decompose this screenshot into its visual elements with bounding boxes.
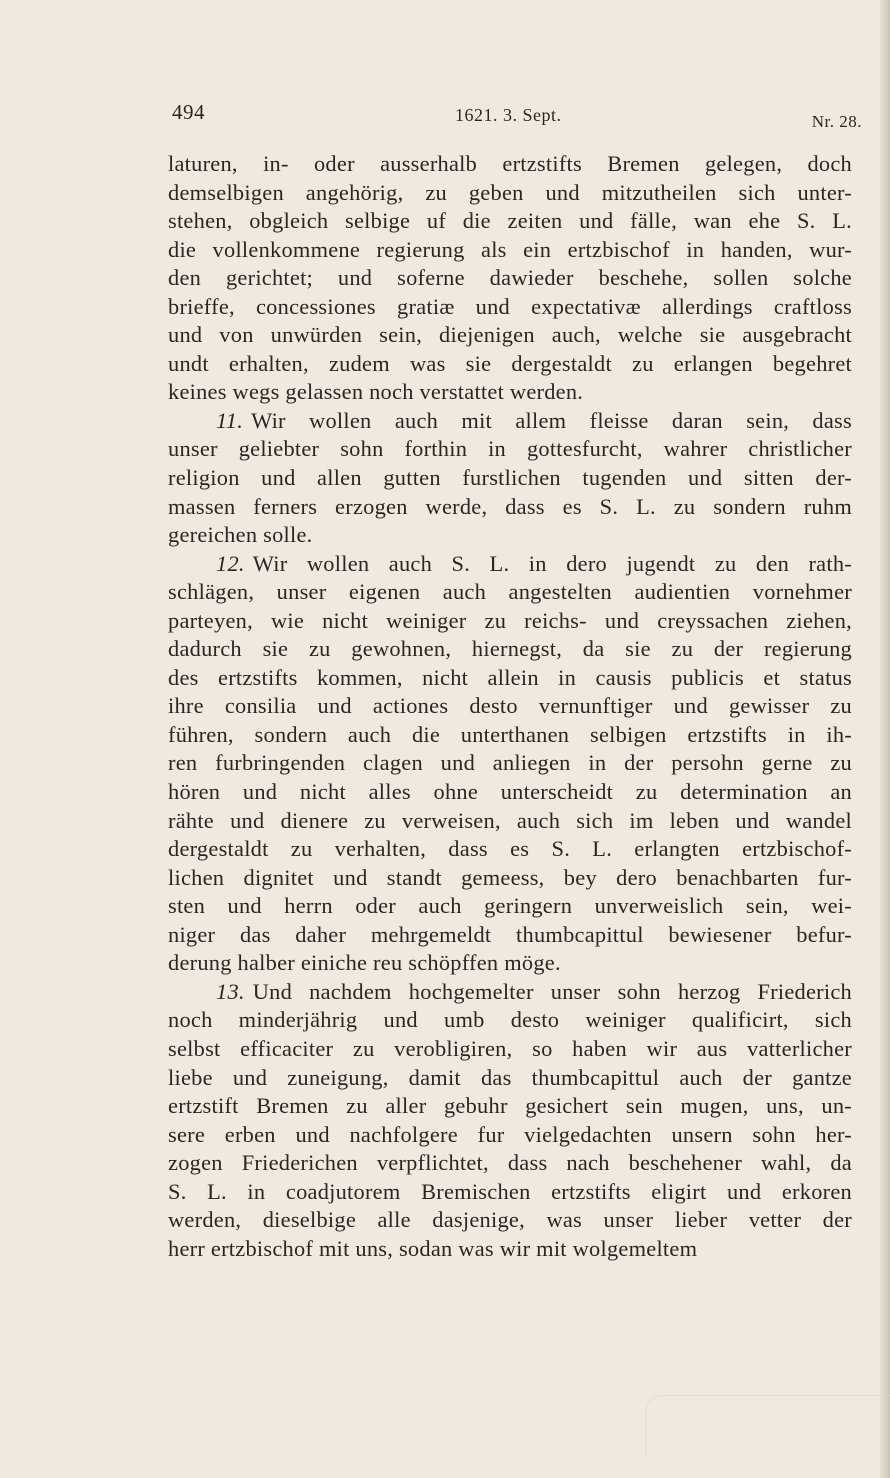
- text-line: [168, 664, 852, 693]
- line-text: werden, dieselbige alle dasjenige, was unser lieber vetter der: [168, 1207, 852, 1233]
- text-line: [168, 1092, 852, 1121]
- document-number: Nr. 28.: [811, 112, 862, 131]
- line-text: führen, sondern auch die unterthanen selbigen ertzstifts in ih-: [168, 721, 852, 747]
- line-text: lichen dignitet und standt gemeess, bey dero benachbarten fur-: [168, 864, 852, 890]
- line-text: demselbigen angehörig, zu geben und mitzutheilen sich unter-: [168, 179, 852, 205]
- text-line: [168, 207, 852, 236]
- page-header: [172, 100, 862, 140]
- paragraph: [168, 407, 852, 550]
- text-line: [168, 550, 852, 579]
- line-text: unser geliebter sohn forthin in gottesfurcht, wahrer christlicher: [168, 436, 852, 462]
- line-text: ihre consilia und actiones desto vernunftiger und gewisser zu: [168, 693, 852, 719]
- text-line: [168, 1064, 852, 1093]
- text-line: [168, 949, 852, 978]
- line-text: und von unwürden sein, diejenigen auch, welche sie ausgebracht: [168, 322, 852, 348]
- line-text: liebe und zuneigung, damit das thumbcapittul auch der gantze: [168, 1064, 852, 1090]
- text-line: [168, 236, 852, 265]
- text-line: [168, 835, 852, 864]
- line-text: Wir wollen auch S. L. in dero jugendt zu den rath-: [252, 550, 852, 576]
- text-line: [168, 264, 852, 293]
- line-text: dadurch sie zu gewohnen, hiernegst, da sie zu der regierung: [168, 636, 852, 662]
- line-text: undt erhalten, zudem was sie dergestaldt zu erlangen begehret: [168, 350, 852, 376]
- line-text: zogen Friederichen verpflichtet, dass nach beschehener wahl, da: [168, 1150, 852, 1176]
- line-text: laturen, in- oder ausserhalb ertzstifts Bremen gelegen, doch: [168, 151, 852, 176]
- line-text: massen ferners erzogen werde, dass es S. L. zu sondern ruhm: [168, 493, 852, 519]
- line-text: schlägen, unser eigenen auch angestelten audientien vornehmer: [168, 579, 852, 605]
- text-line: [168, 864, 852, 893]
- line-text: religion und allen gutten furstlichen tugenden und sitten der-: [168, 465, 852, 491]
- text-line: [168, 978, 852, 1007]
- paragraph: [168, 550, 852, 978]
- line-text: Und nachdem hochgemelter unser sohn herzog Friederich: [252, 978, 852, 1004]
- line-text: ertzstift Bremen zu aller gebuhr gesichert sein mugen, uns, un-: [168, 1093, 852, 1119]
- running-head-date: 1621. 3. Sept.: [455, 105, 562, 125]
- text-line: [168, 150, 852, 179]
- page-edge: [880, 0, 890, 1478]
- line-text: sere erben und nachfolgere fur vielgedachten unsern sohn her-: [168, 1121, 852, 1147]
- text-line: [168, 407, 852, 436]
- text-line: [168, 749, 852, 778]
- text-line: [168, 1178, 852, 1207]
- text-line: [168, 378, 852, 407]
- text-line: [168, 892, 852, 921]
- line-text: die vollenkommene regierung als ein ertzbischof in handen, wur-: [168, 236, 852, 262]
- text-line: [168, 1121, 852, 1150]
- line-text: des ertzstifts kommen, nicht allein in causis publicis et status: [168, 664, 852, 690]
- line-text: brieffe, concessiones gratiæ und expectativæ allerdings craftloss: [168, 293, 852, 319]
- line-text: dergestaldt zu verhalten, dass es S. L. erlangten ertzbischof-: [168, 836, 852, 862]
- text-line: [168, 607, 852, 636]
- line-text: Wir wollen auch mit allem fleisse daran sein, dass: [251, 407, 852, 433]
- main-text: [168, 150, 852, 1263]
- line-text: sten und herrn oder auch geringern unverweislich sein, wei-: [168, 893, 852, 919]
- text-line: [168, 350, 852, 379]
- line-text: herr ertzbischof mit uns, sodan was wir mit wolgemeltem: [168, 1235, 698, 1261]
- line-text: stehen, obgleich selbige uf die zeiten und fälle, wan ehe S. L.: [168, 208, 852, 234]
- text-line: [168, 521, 852, 550]
- page-number: 494: [172, 100, 205, 124]
- paragraph: [168, 150, 852, 407]
- line-text: keines wegs gelassen noch verstattet werden.: [168, 379, 584, 405]
- text-line: [168, 293, 852, 322]
- line-text: gereichen solle.: [168, 522, 313, 548]
- line-text: hören und nicht alles ohne unterscheidt zu determination an: [168, 779, 852, 805]
- line-text: rähte und dienere zu verweisen, auch sich im leben und wandel: [168, 807, 852, 833]
- text-line: [168, 921, 852, 950]
- line-text: derung halber einiche reu schöpffen möge.: [168, 950, 561, 976]
- text-line: [168, 635, 852, 664]
- paragraph-number: 13.: [216, 978, 245, 1004]
- paragraph: [168, 978, 852, 1263]
- text-line: [168, 721, 852, 750]
- text-line: [168, 1206, 852, 1235]
- paragraph-number: 11.: [216, 407, 244, 433]
- text-line: [168, 578, 852, 607]
- paper-mark: [645, 1395, 890, 1456]
- line-text: ren furbringenden clagen und anliegen in der persohn gerne zu: [168, 750, 852, 776]
- line-text: den gerichtet; und soferne dawieder beschehe, sollen solche: [168, 265, 852, 291]
- text-line: [168, 807, 852, 836]
- paragraph-number: 12.: [216, 550, 245, 576]
- line-text: selbst efficaciter zu verobligiren, so haben wir aus vatterlicher: [168, 1035, 852, 1061]
- text-line: [168, 1149, 852, 1178]
- text-line: [168, 321, 852, 350]
- line-text: niger das daher mehrgemeldt thumbcapittul bewiesener befur-: [168, 921, 852, 947]
- text-line: [168, 778, 852, 807]
- text-line: [168, 1035, 852, 1064]
- text-line: [168, 179, 852, 208]
- text-line: [168, 493, 852, 522]
- line-text: noch minderjährig und umb desto weiniger qualificirt, sich: [168, 1007, 852, 1033]
- text-line: [168, 464, 852, 493]
- text-line: [168, 1235, 852, 1264]
- line-text: S. L. in coadjutorem Bremischen ertzstifts eligirt und erkoren: [168, 1178, 852, 1204]
- line-text: parteyen, wie nicht weiniger zu reichs- und creyssachen ziehen,: [168, 607, 852, 633]
- text-line: [168, 435, 852, 464]
- text-line: [168, 1006, 852, 1035]
- text-line: [168, 692, 852, 721]
